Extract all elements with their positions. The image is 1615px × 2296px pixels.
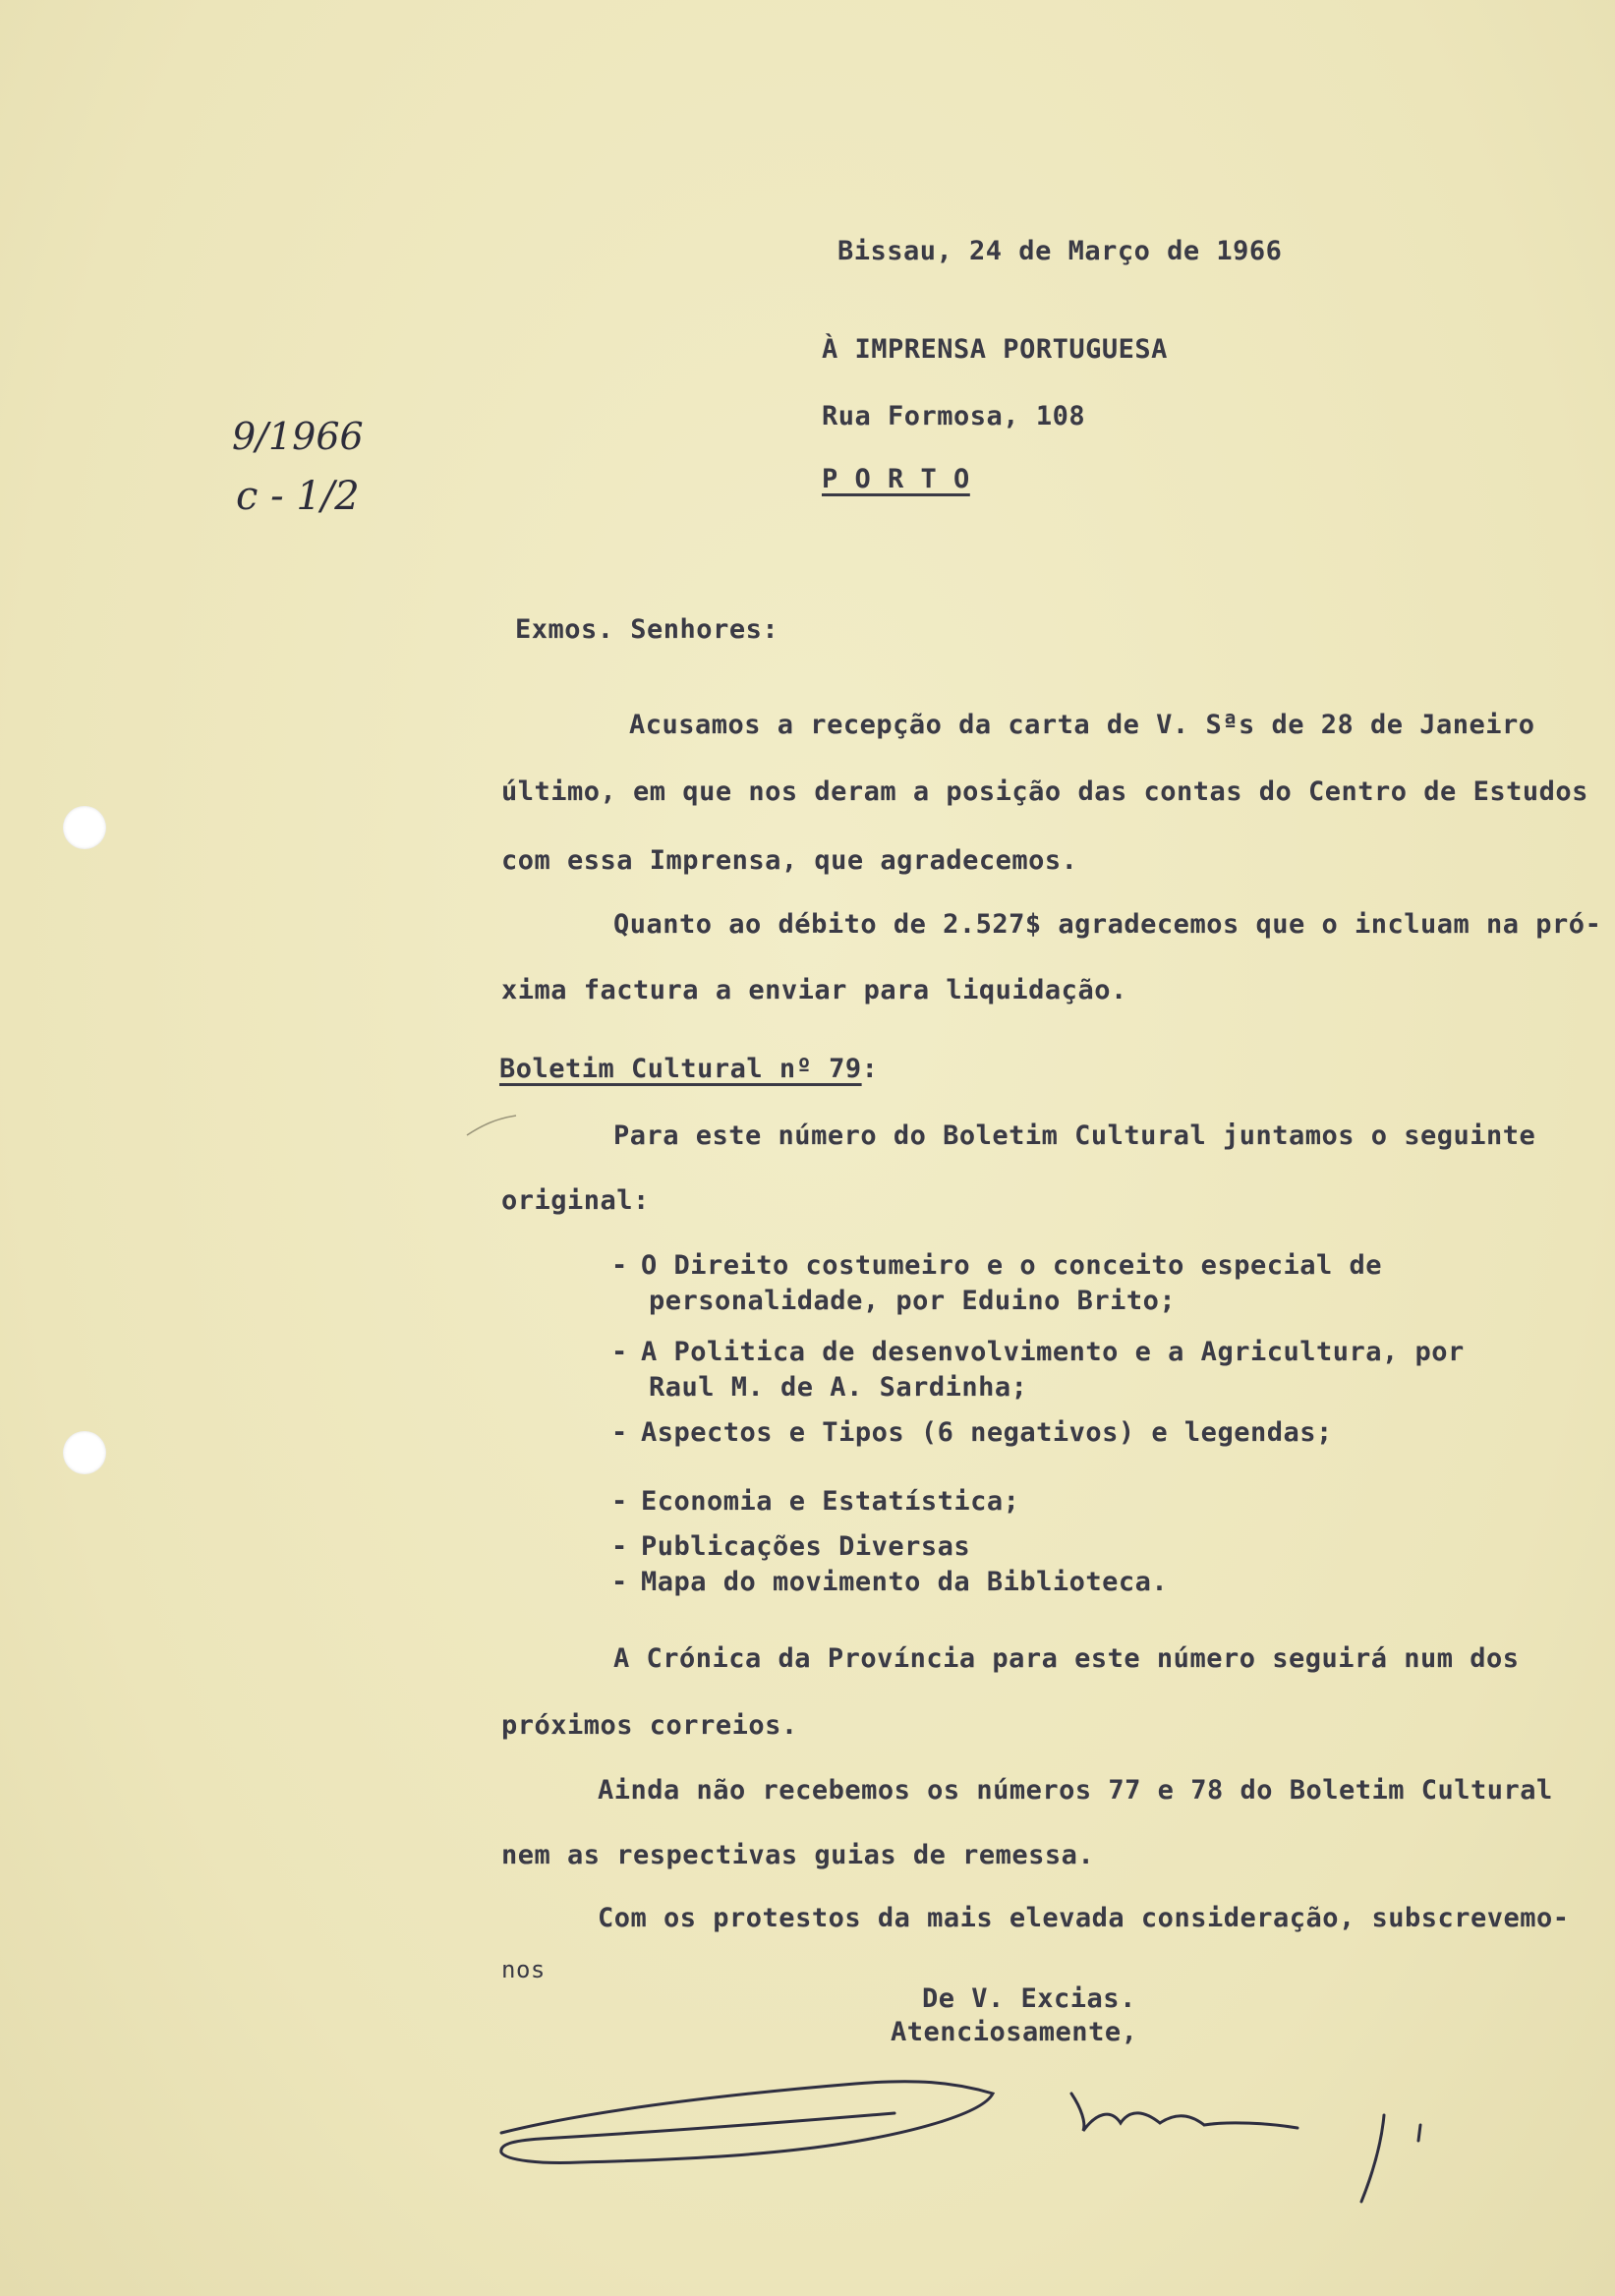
section-heading-colon: :: [861, 1054, 879, 1084]
paragraph-1-line-3: com essa Imprensa, que agradecemos.: [501, 845, 1078, 876]
paragraph-1-line-2: último, em que nos deram a posição das contas do Centro de Estudos: [501, 776, 1588, 807]
list-item-line-1: A Politica de desenvolvimento e a Agricultura, por: [641, 1337, 1465, 1367]
addressee: À IMPRENSA PORTUGUESA: [822, 334, 1168, 365]
list-item: [611, 1335, 1465, 1406]
punch-hole-bottom: [63, 1431, 106, 1474]
list-item: [611, 1484, 1019, 1520]
list-dash: -: [611, 1417, 628, 1448]
list-item: [611, 1529, 970, 1565]
paragraph-1-line-1: Acusamos a recepção da carta de V. Sªs de 28 de Janeiro: [629, 710, 1535, 740]
list-item-line-1: Aspectos e Tipos (6 negativos) e legendas;: [641, 1417, 1333, 1448]
list-dash: -: [611, 1486, 628, 1517]
list-dash: -: [611, 1337, 628, 1367]
paragraph-6-line-1: Com os protestos da mais elevada consideração, subscrevemo-: [598, 1903, 1570, 1933]
paragraph-3-line-2: original:: [501, 1185, 650, 1216]
signature: [482, 2054, 1465, 2221]
paragraph-6-line-2: nos: [501, 1956, 546, 1983]
margin-note-code: c - 1/2: [236, 474, 360, 519]
list-dash: -: [611, 1250, 628, 1281]
street-address: Rua Formosa, 108: [822, 401, 1086, 431]
paragraph-4-line-2: próximos correios.: [501, 1710, 798, 1741]
paragraph-3-line-1: Para este número do Boletim Cultural juntamos o seguinte: [613, 1120, 1536, 1151]
paragraph-5-line-2: nem as respectivas guias de remessa.: [501, 1840, 1095, 1870]
margin-note-ref: 9/1966: [232, 415, 364, 458]
list-dash: -: [611, 1567, 628, 1597]
list-item: [611, 1565, 1168, 1600]
list-item-line-1: Economia e Estatística;: [641, 1486, 1020, 1517]
closing-line-1: De V. Excias.: [922, 1983, 1136, 2014]
section-heading: [499, 1054, 878, 1084]
list-item-line-1: Publicações Diversas: [641, 1531, 971, 1562]
list-item-line-1: O Direito costumeiro e o conceito especial de: [641, 1250, 1382, 1281]
margin-stroke-mark: [462, 1111, 521, 1140]
salutation: Exmos. Senhores:: [515, 614, 779, 645]
list-item-line-2: personalidade, por Eduino Brito;: [649, 1286, 1177, 1316]
list-dash: -: [611, 1531, 628, 1562]
paragraph-4-line-1: A Crónica da Província para este número seguirá num dos: [613, 1643, 1520, 1674]
closing-line-2: Atenciosamente,: [891, 2017, 1138, 2047]
section-heading-text: Boletim Cultural nº 79: [499, 1054, 862, 1084]
paragraph-2-line-1: Quanto ao débito de 2.527$ agradecemos que o incluam na pró-: [613, 909, 1602, 940]
city: P O R T O: [822, 464, 970, 494]
paragraph-2-line-2: xima factura a enviar para liquidação.: [501, 975, 1127, 1005]
paragraph-5-line-1: Ainda não recebemos os números 77 e 78 do Boletim Cultural: [598, 1775, 1553, 1806]
list-item: [611, 1415, 1333, 1451]
list-item: [611, 1248, 1382, 1319]
date-line: Bissau, 24 de Março de 1966: [837, 236, 1283, 266]
list-item-line-2: Raul M. de A. Sardinha;: [649, 1372, 1028, 1403]
list-item-line-1: Mapa do movimento da Biblioteca.: [641, 1567, 1169, 1597]
punch-hole-top: [63, 806, 106, 849]
